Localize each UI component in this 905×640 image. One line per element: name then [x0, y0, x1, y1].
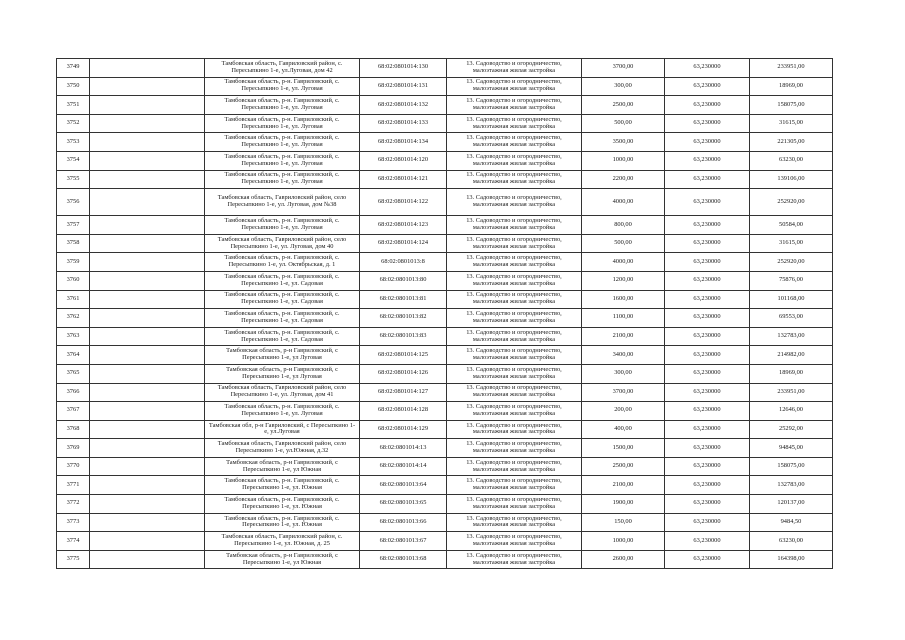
cadastral-number-cell: 68:02:0801013:68	[360, 550, 447, 569]
table-row	[57, 364, 833, 383]
specific-value-cell: 63,230000	[665, 309, 750, 328]
cadastral-value-cell: 12646,00	[750, 402, 833, 421]
cadastral-value-cell: 25292,00	[750, 420, 833, 439]
cadastral-value-cell: 69553,00	[750, 309, 833, 328]
address-cell: Тамбовская область, р-н. Гавриловский, с. Пересыпкино 1-е, ул. Луговая	[205, 151, 360, 170]
land-use-cell: 13. Садоводство и огородничество, малоэтажная жилая застройка	[447, 77, 582, 96]
area-cell: 1100,00	[582, 309, 665, 328]
spacer-cell	[90, 59, 205, 78]
table-row	[57, 476, 833, 495]
area-cell: 2500,00	[582, 96, 665, 115]
spacer-cell	[90, 495, 205, 514]
cadastral-number-cell: 68:02:0801014:123	[360, 216, 447, 235]
specific-value-cell: 63,230000	[665, 327, 750, 346]
specific-value-cell: 63,230000	[665, 290, 750, 309]
row-number: 3750	[57, 77, 90, 96]
cadastral-number-cell: 68:02:0801014:13	[360, 439, 447, 458]
cadastral-number-cell: 68:02:0801014:126	[360, 364, 447, 383]
address-cell: Тамбовская область, Гавриловский район, с. Пересыпкино 1-е, ул. Южная, д. 25	[205, 532, 360, 551]
land-use-cell: 13. Садоводство и огородничество, малоэтажная жилая застройка	[447, 420, 582, 439]
address-cell: Тамбовская область, р-н. Гавриловский, с. Пересыпкино 1-е, ул. Садовая	[205, 327, 360, 346]
address-cell: Тамбовская область, р-н. Гавриловский, с. Пересыпкино 1-е, ул. Октябрьская, д. 1	[205, 253, 360, 272]
specific-value-cell: 63,230000	[665, 189, 750, 216]
cadastral-number-cell: 68:02:0801014:131	[360, 77, 447, 96]
cadastral-number-cell: 68:02:0801013:80	[360, 271, 447, 290]
cadastral-number-cell: 68:02:0801013:64	[360, 476, 447, 495]
cadastral-value-cell: 252920,00	[750, 189, 833, 216]
land-use-cell: 13. Садоводство и огородничество, малоэтажная жилая застройка	[447, 290, 582, 309]
cadastral-number-cell: 68:02:0801014:127	[360, 383, 447, 402]
table-row	[57, 189, 833, 216]
table-row	[57, 402, 833, 421]
address-cell: Тамбовская область, р-н. Гавриловский, с. Пересыпкино 1-е, ул. Садовая	[205, 290, 360, 309]
land-use-cell: 13. Садоводство и огородничество, малоэтажная жилая застройка	[447, 383, 582, 402]
cadastral-number-cell: 68:02:0801013:67	[360, 532, 447, 551]
land-use-cell: 13. Садоводство и огородничество, малоэтажная жилая застройка	[447, 114, 582, 133]
area-cell: 2100,00	[582, 476, 665, 495]
cadastral-value-cell: 18969,00	[750, 364, 833, 383]
address-cell: Тамбовская область, Гавриловский район, с. Пересыпкино 1-е, ул.Луговая, дом 42	[205, 59, 360, 78]
table-row	[57, 234, 833, 253]
area-cell: 2500,00	[582, 457, 665, 476]
land-use-cell: 13. Садоводство и огородничество, малоэтажная жилая застройка	[447, 216, 582, 235]
spacer-cell	[90, 476, 205, 495]
cadastral-value-cell: 214982,00	[750, 346, 833, 365]
address-cell: Тамбовская область, р-н. Гавриловский, с. Пересыпкино 1-е, ул. Садовая	[205, 309, 360, 328]
land-use-cell: 13. Садоводство и огородничество, малоэтажная жилая застройка	[447, 532, 582, 551]
cadastral-value-cell: 50584,00	[750, 216, 833, 235]
specific-value-cell: 63,230000	[665, 532, 750, 551]
table-row	[57, 271, 833, 290]
row-number: 3757	[57, 216, 90, 235]
row-number: 3762	[57, 309, 90, 328]
table-row	[57, 383, 833, 402]
spacer-cell	[90, 457, 205, 476]
row-number: 3764	[57, 346, 90, 365]
cadastral-value-cell: 252920,00	[750, 253, 833, 272]
row-number: 3756	[57, 189, 90, 216]
specific-value-cell: 63,230000	[665, 346, 750, 365]
land-use-cell: 13. Садоводство и огородничество, малоэтажная жилая застройка	[447, 234, 582, 253]
cadastral-number-cell: 68:02:0801014:124	[360, 234, 447, 253]
address-cell: Тамбовская область, Гавриловский район, село Пересыпкино 1-е, ул. Луговая, дом №38	[205, 189, 360, 216]
row-number: 3768	[57, 420, 90, 439]
spacer-cell	[90, 513, 205, 532]
land-use-cell: 13. Садоводство и огородничество, малоэтажная жилая застройка	[447, 309, 582, 328]
table-row	[57, 327, 833, 346]
address-cell: Тамбовская область, р-н. Гавриловский, с. Пересыпкино 1-е, ул. Садовая	[205, 271, 360, 290]
area-cell: 4000,00	[582, 189, 665, 216]
cadastral-value-cell: 158075,00	[750, 96, 833, 115]
specific-value-cell: 63,230000	[665, 151, 750, 170]
specific-value-cell: 63,230000	[665, 476, 750, 495]
cadastral-value-cell: 132783,00	[750, 327, 833, 346]
row-number: 3755	[57, 170, 90, 189]
land-use-cell: 13. Садоводство и огородничество, малоэтажная жилая застройка	[447, 457, 582, 476]
spacer-cell	[90, 383, 205, 402]
address-cell: Тамбовская область, р-н. Гавриловский, с. Пересыпкино 1-е, ул. Луговая	[205, 77, 360, 96]
land-use-cell: 13. Садоводство и огородничество, малоэтажная жилая застройка	[447, 513, 582, 532]
row-number: 3766	[57, 383, 90, 402]
cadastral-value-cell: 94845,00	[750, 439, 833, 458]
address-cell: Тамбовская область, Гавриловский район, село Пересыпкино 1-е, ул. Луговая, дом 41	[205, 383, 360, 402]
table-row	[57, 96, 833, 115]
land-use-cell: 13. Садоводство и огородничество, малоэтажная жилая застройка	[447, 170, 582, 189]
area-cell: 2100,00	[582, 327, 665, 346]
area-cell: 4000,00	[582, 253, 665, 272]
row-number: 3760	[57, 271, 90, 290]
area-cell: 1000,00	[582, 532, 665, 551]
row-number: 3775	[57, 550, 90, 569]
spacer-cell	[90, 346, 205, 365]
row-number: 3758	[57, 234, 90, 253]
cadastral-number-cell: 68:02:0801013:81	[360, 290, 447, 309]
area-cell: 500,00	[582, 114, 665, 133]
address-cell: Тамбовская область, р-н. Гавриловский, с. Пересыпкино 1-е, ул. Луговая	[205, 114, 360, 133]
cadastral-value-cell: 63230,00	[750, 532, 833, 551]
area-cell: 500,00	[582, 234, 665, 253]
specific-value-cell: 63,230000	[665, 253, 750, 272]
row-number: 3749	[57, 59, 90, 78]
cadastral-value-cell: 101168,00	[750, 290, 833, 309]
spacer-cell	[90, 253, 205, 272]
cadastral-value-cell: 63230,00	[750, 151, 833, 170]
address-cell: Тамбовская область, р-н. Гавриловский, с. Пересыпкино 1-е, ул. Луговая	[205, 216, 360, 235]
specific-value-cell: 63,230000	[665, 402, 750, 421]
spacer-cell	[90, 532, 205, 551]
address-cell: Тамбовская область, р-н. Гавриловский, с. Пересыпкино 1-е, ул. Луговая	[205, 96, 360, 115]
row-number: 3773	[57, 513, 90, 532]
table-row	[57, 133, 833, 152]
cadastral-number-cell: 68:02:0801014:121	[360, 170, 447, 189]
address-cell: Тамбовская область, р-н. Гавриловский, с. Пересыпкино 1-е, ул. Луговая	[205, 133, 360, 152]
spacer-cell	[90, 170, 205, 189]
specific-value-cell: 63,230000	[665, 59, 750, 78]
area-cell: 400,00	[582, 420, 665, 439]
address-cell: Тамбовская область, р-н. Гавриловский, с. Пересыпкино 1-е, ул. Южная	[205, 476, 360, 495]
row-number: 3752	[57, 114, 90, 133]
specific-value-cell: 63,230000	[665, 439, 750, 458]
cadastral-value-cell: 31615,00	[750, 114, 833, 133]
cadastral-value-cell: 75876,00	[750, 271, 833, 290]
row-number: 3765	[57, 364, 90, 383]
row-number: 3770	[57, 457, 90, 476]
area-cell: 3400,00	[582, 346, 665, 365]
spacer-cell	[90, 216, 205, 235]
cadastral-number-cell: 68:02:0801013:66	[360, 513, 447, 532]
cadastral-number-cell: 68:02:0801014:130	[360, 59, 447, 78]
specific-value-cell: 63,230000	[665, 364, 750, 383]
table-row	[57, 457, 833, 476]
table-row	[57, 513, 833, 532]
address-cell: Тамбовская область, р-н Гавриловский, с Пересыпкино 1-е, ул Южная	[205, 457, 360, 476]
table-row	[57, 439, 833, 458]
land-use-cell: 13. Садоводство и огородничество, малоэтажная жилая застройка	[447, 364, 582, 383]
area-cell: 3500,00	[582, 133, 665, 152]
specific-value-cell: 63,230000	[665, 550, 750, 569]
land-use-cell: 13. Садоводство и огородничество, малоэтажная жилая застройка	[447, 439, 582, 458]
table-row	[57, 550, 833, 569]
spacer-cell	[90, 439, 205, 458]
spacer-cell	[90, 151, 205, 170]
cadastral-number-cell: 68:02:0801013:83	[360, 327, 447, 346]
area-cell: 300,00	[582, 364, 665, 383]
row-number: 3761	[57, 290, 90, 309]
cadastral-number-cell: 68:02:0801014:129	[360, 420, 447, 439]
row-number: 3771	[57, 476, 90, 495]
table-row	[57, 290, 833, 309]
land-use-cell: 13. Садоводство и огородничество, малоэтажная жилая застройка	[447, 402, 582, 421]
cadastral-value-cell: 164398,00	[750, 550, 833, 569]
address-cell: Тамбовская область, Гавриловский район, село Пересыпкино 1-е, ул. Луговая, дом 40	[205, 234, 360, 253]
row-number: 3774	[57, 532, 90, 551]
spacer-cell	[90, 234, 205, 253]
spacer-cell	[90, 133, 205, 152]
land-use-cell: 13. Садоводство и огородничество, малоэтажная жилая застройка	[447, 253, 582, 272]
address-cell: Тамбовская обл, р-н Гавриловский, с Пересыпкино 1-е, ул.Луговая	[205, 420, 360, 439]
cadastral-number-cell: 68:02:0801013:65	[360, 495, 447, 514]
cadastral-value-cell: 18969,00	[750, 77, 833, 96]
cadastral-number-cell: 68:02:0801014:122	[360, 189, 447, 216]
row-number: 3751	[57, 96, 90, 115]
area-cell: 300,00	[582, 77, 665, 96]
area-cell: 1200,00	[582, 271, 665, 290]
table-row	[57, 59, 833, 78]
land-use-cell: 13. Садоводство и огородничество, малоэтажная жилая застройка	[447, 271, 582, 290]
cadastral-value-cell: 158075,00	[750, 457, 833, 476]
table-row	[57, 253, 833, 272]
address-cell: Тамбовская область, р-н Гавриловский, с Пересыпкино 1-е, ул Луговая	[205, 364, 360, 383]
cadastral-value-table	[56, 58, 833, 569]
specific-value-cell: 63,230000	[665, 114, 750, 133]
address-cell: Тамбовская область, р-н. Гавриловский, с. Пересыпкино 1-е, ул. Луговая	[205, 402, 360, 421]
table-row	[57, 114, 833, 133]
cadastral-number-cell: 68:02:0801014:133	[360, 114, 447, 133]
spacer-cell	[90, 364, 205, 383]
specific-value-cell: 63,230000	[665, 133, 750, 152]
row-number: 3754	[57, 151, 90, 170]
cadastral-number-cell: 68:02:0801014:14	[360, 457, 447, 476]
spacer-cell	[90, 550, 205, 569]
cadastral-value-cell: 139106,00	[750, 170, 833, 189]
cadastral-value-cell: 132783,00	[750, 476, 833, 495]
address-cell: Тамбовская область, р-н. Гавриловский, с. Пересыпкино 1-е, ул. Южная	[205, 495, 360, 514]
address-cell: Тамбовская область, Гавриловский район, село Пересыпкино 1-е, ул.Южная, д.32	[205, 439, 360, 458]
cadastral-value-cell: 31615,00	[750, 234, 833, 253]
area-cell: 1500,00	[582, 439, 665, 458]
land-use-cell: 13. Садоводство и огородничество, малоэтажная жилая застройка	[447, 133, 582, 152]
spacer-cell	[90, 290, 205, 309]
spacer-cell	[90, 402, 205, 421]
cadastral-value-cell: 233951,00	[750, 383, 833, 402]
cadastral-number-cell: 68:02:0801013:82	[360, 309, 447, 328]
area-cell: 150,00	[582, 513, 665, 532]
cadastral-value-cell: 120137,00	[750, 495, 833, 514]
address-cell: Тамбовская область, р-н. Гавриловский, с. Пересыпкино 1-е, ул. Луговая	[205, 170, 360, 189]
row-number: 3767	[57, 402, 90, 421]
cadastral-number-cell: 68:02:0801014:128	[360, 402, 447, 421]
area-cell: 200,00	[582, 402, 665, 421]
land-use-cell: 13. Садоводство и огородничество, малоэтажная жилая застройка	[447, 476, 582, 495]
table-row	[57, 77, 833, 96]
table-row	[57, 216, 833, 235]
row-number: 3769	[57, 439, 90, 458]
land-use-cell: 13. Садоводство и огородничество, малоэтажная жилая застройка	[447, 96, 582, 115]
table-row	[57, 495, 833, 514]
address-cell: Тамбовская область, р-н Гавриловский, с Пересыпкино 1-е, ул Луговая	[205, 346, 360, 365]
cadastral-number-cell: 68:02:0801014:134	[360, 133, 447, 152]
specific-value-cell: 63,230000	[665, 216, 750, 235]
land-use-cell: 13. Садоводство и огородничество, малоэтажная жилая застройка	[447, 346, 582, 365]
land-use-cell: 13. Садоводство и огородничество, малоэтажная жилая застройка	[447, 59, 582, 78]
row-number: 3753	[57, 133, 90, 152]
specific-value-cell: 63,230000	[665, 170, 750, 189]
row-number: 3772	[57, 495, 90, 514]
cadastral-number-cell: 68:02:0801014:120	[360, 151, 447, 170]
specific-value-cell: 63,230000	[665, 383, 750, 402]
spacer-cell	[90, 309, 205, 328]
land-use-cell: 13. Садоводство и огородничество, малоэтажная жилая застройка	[447, 550, 582, 569]
specific-value-cell: 63,230000	[665, 457, 750, 476]
land-use-cell: 13. Садоводство и огородничество, малоэтажная жилая застройка	[447, 495, 582, 514]
spacer-cell	[90, 114, 205, 133]
spacer-cell	[90, 327, 205, 346]
area-cell: 800,00	[582, 216, 665, 235]
address-cell: Тамбовская область, р-н. Гавриловский, с. Пересыпкино 1-е, ул. Южная	[205, 513, 360, 532]
area-cell: 1000,00	[582, 151, 665, 170]
area-cell: 3700,00	[582, 383, 665, 402]
specific-value-cell: 63,230000	[665, 77, 750, 96]
row-number: 3763	[57, 327, 90, 346]
spacer-cell	[90, 189, 205, 216]
table-row	[57, 309, 833, 328]
area-cell: 2200,00	[582, 170, 665, 189]
land-use-cell: 13. Садоводство и огородничество, малоэтажная жилая застройка	[447, 189, 582, 216]
cadastral-number-cell: 68:02:0801013:8	[360, 253, 447, 272]
table-row	[57, 346, 833, 365]
specific-value-cell: 63,230000	[665, 513, 750, 532]
land-use-cell: 13. Садоводство и огородничество, малоэтажная жилая застройка	[447, 327, 582, 346]
table-row	[57, 420, 833, 439]
area-cell: 3700,00	[582, 59, 665, 78]
table-row	[57, 151, 833, 170]
specific-value-cell: 63,230000	[665, 495, 750, 514]
spacer-cell	[90, 77, 205, 96]
spacer-cell	[90, 271, 205, 290]
table-body	[57, 59, 833, 569]
cadastral-value-cell: 233951,00	[750, 59, 833, 78]
cadastral-value-cell: 9484,50	[750, 513, 833, 532]
cadastral-number-cell: 68:02:0801014:132	[360, 96, 447, 115]
registry-sheet	[56, 58, 833, 569]
table-row	[57, 170, 833, 189]
cadastral-value-cell: 221305,00	[750, 133, 833, 152]
spacer-cell	[90, 96, 205, 115]
specific-value-cell: 63,230000	[665, 234, 750, 253]
area-cell: 1900,00	[582, 495, 665, 514]
area-cell: 1600,00	[582, 290, 665, 309]
area-cell: 2600,00	[582, 550, 665, 569]
specific-value-cell: 63,230000	[665, 420, 750, 439]
land-use-cell: 13. Садоводство и огородничество, малоэтажная жилая застройка	[447, 151, 582, 170]
row-number: 3759	[57, 253, 90, 272]
specific-value-cell: 63,230000	[665, 96, 750, 115]
address-cell: Тамбовская область, р-н Гавриловский, с Пересыпкино 1-е, ул Южная	[205, 550, 360, 569]
specific-value-cell: 63,230000	[665, 271, 750, 290]
spacer-cell	[90, 420, 205, 439]
cadastral-number-cell: 68:02:0801014:125	[360, 346, 447, 365]
table-row	[57, 532, 833, 551]
